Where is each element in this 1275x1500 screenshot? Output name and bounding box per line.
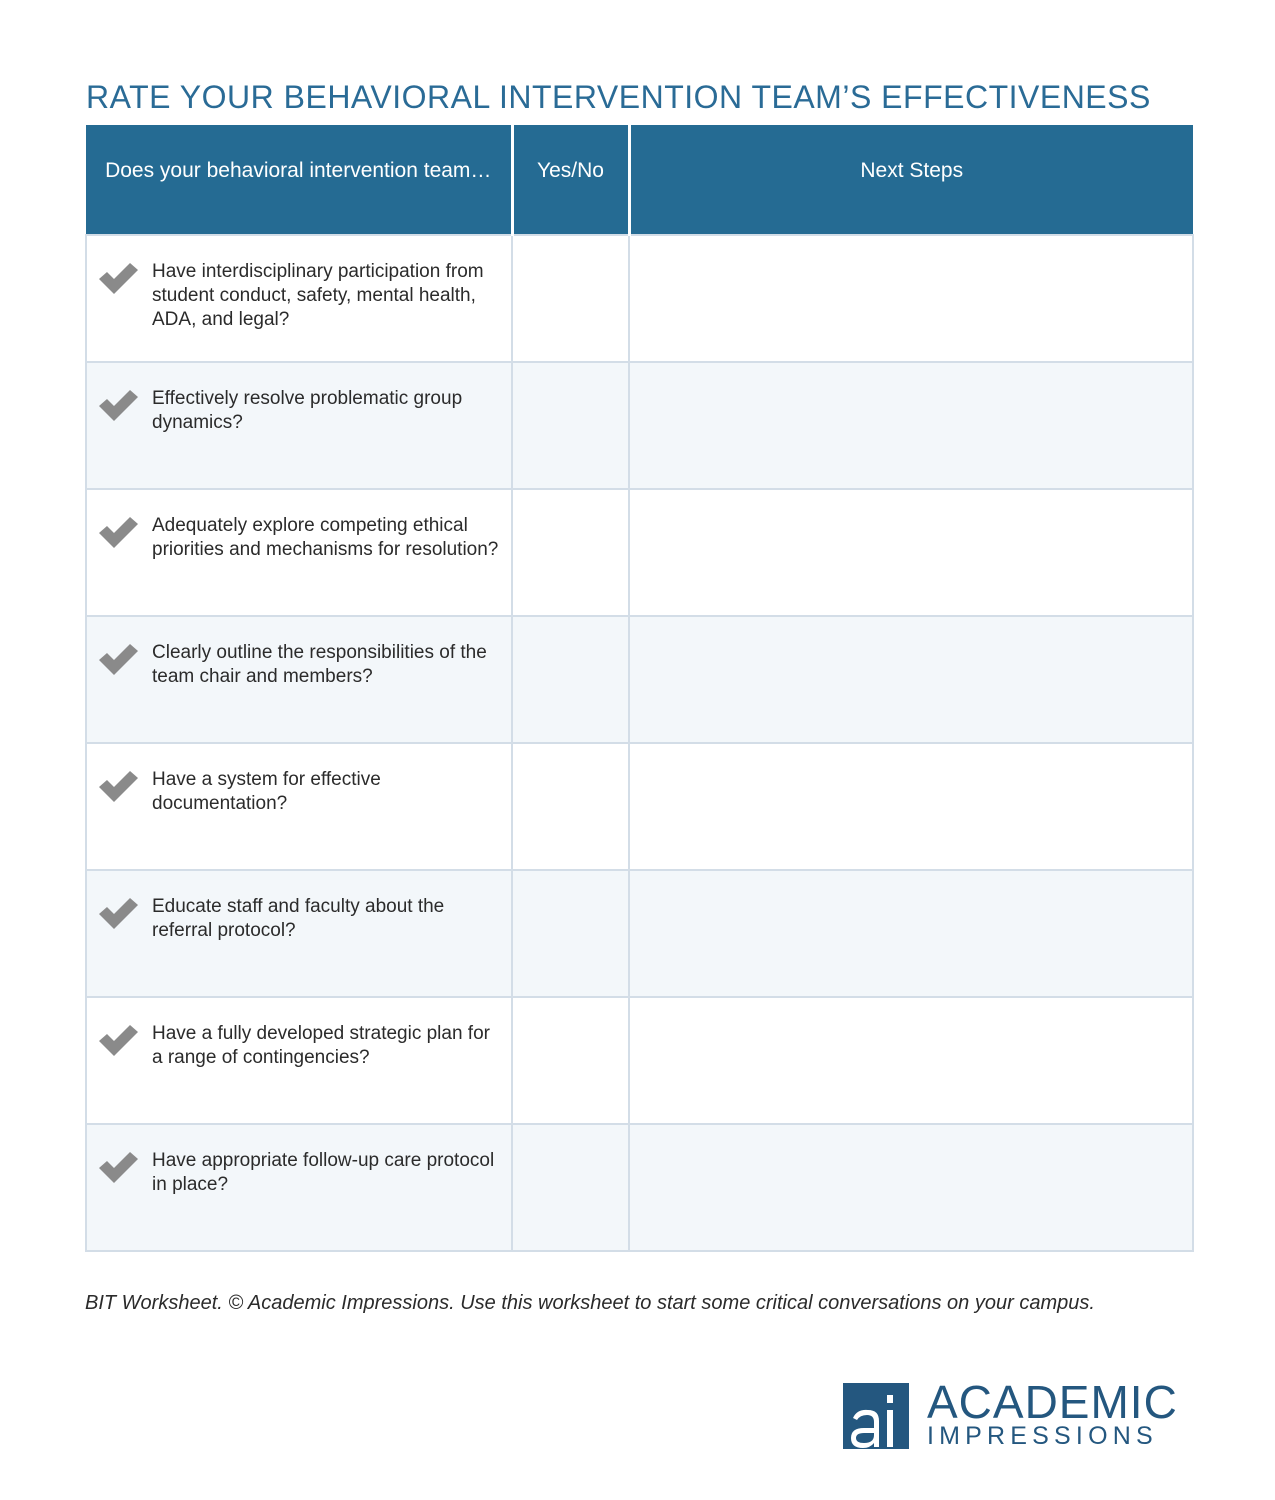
table-row [86,489,1193,616]
question-cell [86,235,512,362]
question-text: Have appropriate follow-up care protocol in place? [152,1150,495,1195]
table-header-row [86,125,1193,235]
checkmark-icon [97,1024,139,1058]
page-title: RATE YOUR BEHAVIORAL INTERVENTION TEAM’S EFFECTIVENESS [86,79,1151,116]
question-text: Have interdisciplinary participation from student conduct, safety, mental health, ADA, and legal? [152,261,484,330]
question-cell [86,489,512,616]
next-steps-cell[interactable] [629,616,1193,743]
header-question: Does your behavioral intervention team… [86,125,512,235]
next-steps-cell[interactable] [629,870,1193,997]
question-text: Have a fully developed strategic plan for a range of contingencies? [152,1023,490,1068]
checkmark-icon [97,389,139,423]
table-row [86,235,1193,362]
header-yes-no: Yes/No [512,125,629,235]
next-steps-cell[interactable] [629,743,1193,870]
yes-no-cell[interactable] [512,997,629,1124]
question-cell [86,743,512,870]
next-steps-cell[interactable] [629,1124,1193,1251]
logo-mark-icon [843,1383,909,1449]
table-row [86,616,1193,743]
question-text: Adequately explore competing ethical priorities and mechanisms for resolution? [152,515,499,560]
table-row [86,870,1193,997]
yes-no-cell[interactable] [512,362,629,489]
question-text: Clearly outline the responsibilities of the team chair and members? [152,642,487,687]
question-cell [86,1124,512,1251]
question-cell [86,870,512,997]
next-steps-cell[interactable] [629,362,1193,489]
checkmark-icon [97,1151,139,1185]
table-row [86,997,1193,1124]
table-row [86,743,1193,870]
yes-no-cell[interactable] [512,870,629,997]
logo-line-1: ACADEMIC [927,1376,1178,1428]
yes-no-cell[interactable] [512,235,629,362]
checkmark-icon [97,770,139,804]
yes-no-cell[interactable] [512,489,629,616]
table-row [86,1124,1193,1251]
question-text: Have a system for effective documentation? [152,769,381,814]
header-next-steps: Next Steps [629,125,1193,235]
logo-line-2: IMPRESSIONS [927,1422,1158,1450]
next-steps-cell[interactable] [629,489,1193,616]
academic-impressions-logo [843,1376,1193,1450]
yes-no-cell[interactable] [512,743,629,870]
question-text: Effectively resolve problematic group dynamics? [152,388,463,433]
next-steps-cell[interactable] [629,235,1193,362]
question-cell [86,362,512,489]
checkmark-icon [97,516,139,550]
footnote: BIT Worksheet. © Academic Impressions. Use this worksheet to start some critical conversations on your campus. [85,1292,1095,1314]
checkmark-icon [97,897,139,931]
checkmark-icon [97,262,139,296]
yes-no-cell[interactable] [512,1124,629,1251]
effectiveness-table [85,125,1194,1252]
next-steps-cell[interactable] [629,997,1193,1124]
yes-no-cell[interactable] [512,616,629,743]
table-row [86,362,1193,489]
checkmark-icon [97,643,139,677]
question-text: Educate staff and faculty about the referral protocol? [152,896,445,941]
question-cell [86,616,512,743]
question-cell [86,997,512,1124]
